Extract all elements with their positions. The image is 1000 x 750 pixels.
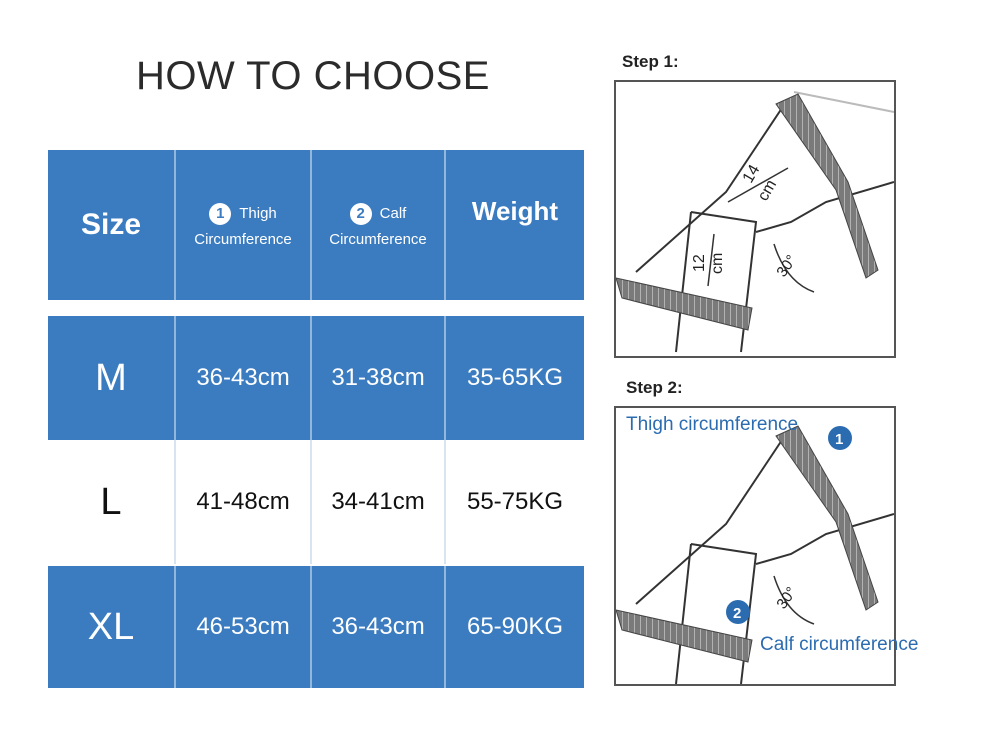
calf-circumference-label: Calf circumference — [760, 634, 919, 655]
table-row — [48, 316, 584, 440]
table-row — [48, 566, 584, 688]
page-title: HOW TO CHOOSE — [136, 54, 490, 98]
step1-label: Step 1: — [622, 52, 679, 71]
thigh-value: 46-53cm — [196, 613, 290, 640]
header-size: Size — [80, 208, 142, 241]
thigh-number-badge: 1 — [209, 203, 231, 225]
step2-angle: 30° — [773, 583, 801, 613]
weight-value: 55-75KG — [466, 488, 564, 515]
size-label: L — [100, 480, 122, 523]
knee-measure-diagram — [616, 82, 894, 356]
weight-value: 35-65KG — [466, 364, 564, 391]
header-calf-cell — [312, 150, 446, 300]
header-calf-sub: Circumference — [329, 230, 427, 248]
step1-lower-measure: 12 — [691, 254, 708, 272]
thigh-value: 41-48cm — [196, 488, 290, 515]
step2-label: Step 2: — [626, 378, 683, 397]
thigh-circumference-label: Thigh circumference — [626, 414, 799, 435]
step2-thigh-num: 1 — [835, 431, 844, 448]
header-calf-top: Calf — [379, 205, 407, 222]
header-thigh-sub: Circumference — [194, 230, 292, 248]
step1-illustration — [614, 80, 896, 358]
calf-value: 36-43cm — [331, 613, 425, 640]
step1-angle: 30° — [773, 251, 801, 281]
calf-value: 31-38cm — [331, 364, 425, 391]
header-thigh-top: Thigh — [239, 205, 277, 222]
step1-lower-unit: cm — [709, 252, 726, 274]
header-weight-cell — [446, 150, 584, 300]
step1-upper-measure: 14 — [739, 162, 764, 186]
calf-value: 34-41cm — [331, 488, 425, 515]
thigh-value: 36-43cm — [196, 364, 290, 391]
table-row — [48, 440, 584, 564]
header-size-cell — [48, 150, 176, 300]
header-weight: Weight — [471, 196, 559, 226]
header-thigh-cell — [176, 150, 312, 300]
table-header-row — [48, 150, 584, 300]
step1-upper-unit: cm — [754, 177, 781, 204]
size-label: XL — [87, 605, 135, 648]
calf-number-badge: 2 — [350, 203, 372, 225]
size-label: M — [95, 356, 127, 399]
step2-calf-num: 2 — [733, 605, 742, 622]
weight-value: 65-90KG — [466, 613, 564, 640]
